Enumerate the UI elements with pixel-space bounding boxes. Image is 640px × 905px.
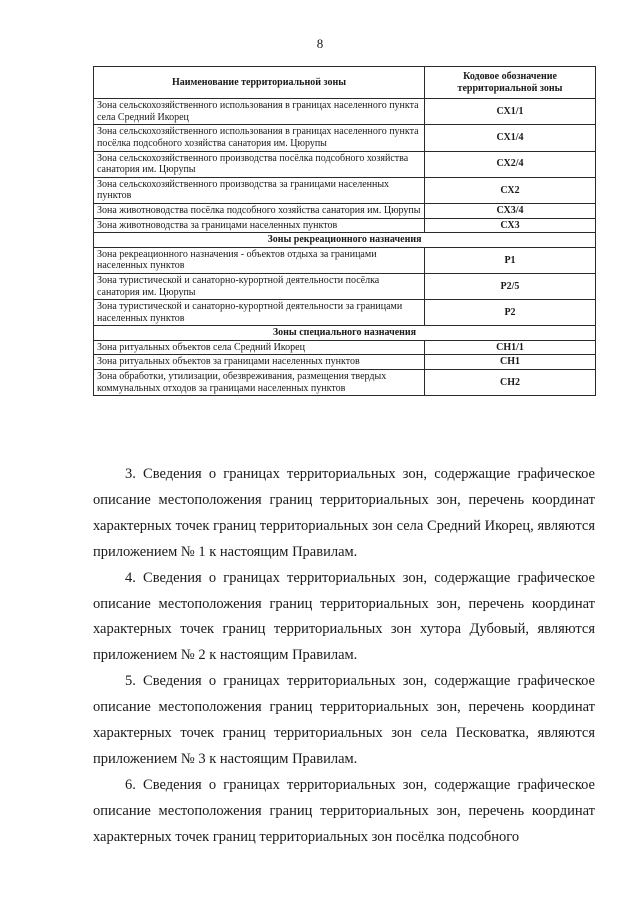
header-zone-name: Наименование территориальной зоны [94, 67, 425, 99]
table-row [94, 125, 596, 151]
zone-name-cell: Зона сельскохозяйственного производства за границами населенных пунктов [94, 177, 425, 203]
zone-name-cell: Зона туристической и санаторно-курортной деятельности посёлка санатория им. Цюрупы [94, 273, 425, 299]
table-header-row [94, 67, 596, 99]
page-number: 8 [316, 36, 324, 51]
zone-code-cell: Р2/5 [425, 273, 596, 299]
table-row [94, 247, 596, 273]
table-row [94, 355, 596, 370]
body-text [93, 462, 595, 851]
zone-name-cell: Зона сельскохозяйственного использования в границах населенного пункта села Средний Икорец [94, 99, 425, 125]
table-row [94, 273, 596, 299]
zone-name-cell: Зона обработки, утилизации, обезвреживания, размещения твердых коммунальных отходов за границами населенных пунктов [94, 370, 425, 396]
zone-code-cell: СХ1/4 [425, 125, 596, 151]
table-row [94, 340, 596, 355]
zone-code-cell: Р1 [425, 247, 596, 273]
zone-name-cell: Зона ритуальных объектов за границами населенных пунктов [94, 355, 425, 370]
table-row [94, 177, 596, 203]
zone-name-cell: Зона ритуальных объектов села Средний Икорец [94, 340, 425, 355]
table-row [94, 99, 596, 125]
paragraph-4: 4. Сведения о границах территориальных зон, содержащие графическое описание местоположения границ территориальных зон, перечень координат характерных точек границ территориальных зон хутора Дубовый, являются приложением № 2 к настоящим Правилам. [93, 569, 595, 664]
zone-code-cell: СХ2 [425, 177, 596, 203]
table-row [94, 151, 596, 177]
table-row [94, 300, 596, 326]
paragraph-5: 5. Сведения о границах территориальных зон, содержащие графическое описание местоположения границ территориальных зон, перечень координат характерных точек границ территориальных зон села Песковатка, являются приложением № 3 к настоящим Правилам. [93, 673, 595, 767]
zone-name-cell: Зона животноводства за границами населенных пунктов [94, 218, 425, 233]
section-heading-special: Зоны специального назначения [94, 326, 596, 341]
paragraph-3: 3. Сведения о границах территориальных зон, содержащие графическое описание местоположения границ территориальных зон, перечень координат характерных точек границ территориальных зон села Средний Икорец, являются приложением № 1 к настоящим Правилам. [93, 466, 595, 560]
zone-code-cell: СН2 [425, 370, 596, 396]
header-zone-code: Кодовое обозначение территориальной зоны [425, 67, 596, 99]
zone-code-cell: СН1/1 [425, 340, 596, 355]
zone-code-cell: СХ2/4 [425, 151, 596, 177]
zone-name-cell: Зона сельскохозяйственного производства посёлка подсобного хозяйства санатория им. Цюрупы [94, 151, 425, 177]
zone-code-cell: Р2 [425, 300, 596, 326]
territorial-zones-table [93, 66, 596, 396]
table-section-row [94, 326, 596, 341]
zone-name-cell: Зона сельскохозяйственного использования в границах населенного пункта посёлка подсобного хозяйства санатория им. Цюрупы [94, 125, 425, 151]
zone-name-cell: Зона туристической и санаторно-курортной деятельности за границами населенных пунктов [94, 300, 425, 326]
zone-code-cell: СХ3/4 [425, 203, 596, 218]
zone-name-cell: Зона животноводства посёлка подсобного хозяйства санатория им. Цюрупы [94, 203, 425, 218]
section-heading-recreational: Зоны рекреационного назначения [94, 233, 596, 248]
zone-name-cell: Зона рекреационного назначения - объектов отдыха за границами населенных пунктов [94, 247, 425, 273]
table-row [94, 203, 596, 218]
zone-code-cell: СН1 [425, 355, 596, 370]
paragraph-6: 6. Сведения о границах территориальных зон, содержащие графическое описание местоположения границ территориальных зон, перечень координат характерных точек границ территориальных зон посёлка подсобного [93, 776, 595, 845]
table-row [94, 218, 596, 233]
zone-code-cell: СХ1/1 [425, 99, 596, 125]
table-section-row [94, 233, 596, 248]
table-row [94, 370, 596, 396]
zone-code-cell: СХ3 [425, 218, 596, 233]
